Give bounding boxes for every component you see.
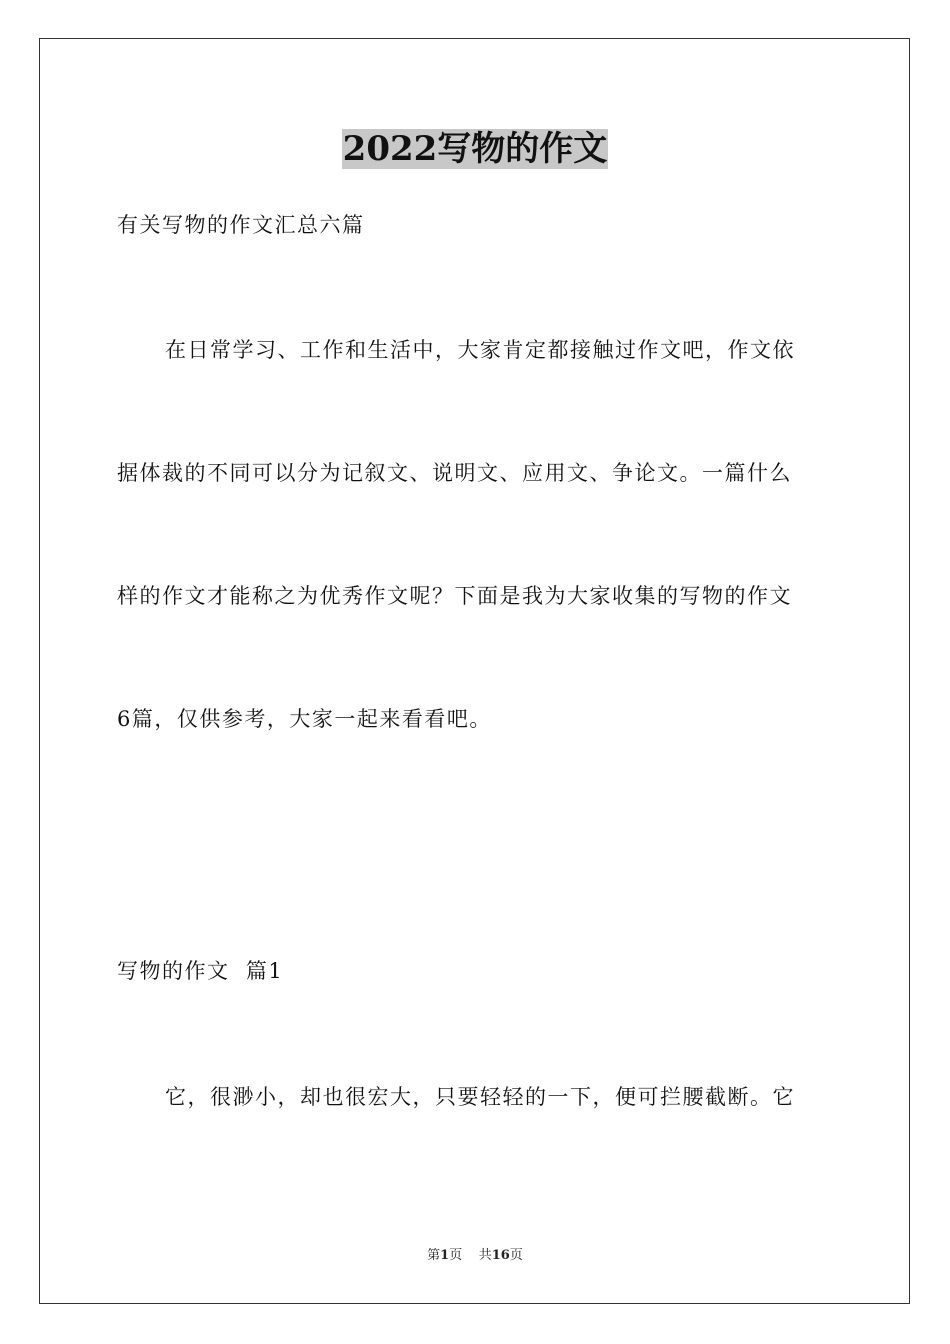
document-title — [0, 128, 950, 170]
footer-page-suffix: 页 — [449, 1248, 463, 1263]
document-title-text: 2022写物的作文 — [342, 129, 608, 169]
section-line-1: 它，很渺小，却也很宏大，只要轻轻的一下，便可拦腰截断。它 — [165, 1085, 795, 1109]
footer-page-prefix: 第 — [427, 1248, 441, 1263]
intro-line-2: 据体裁的不同可以分为记叙文、说明文、应用文、争论文。一篇什么 — [117, 461, 792, 485]
section-heading: 写物的作文 篇1 — [117, 959, 284, 983]
footer-total-prefix: 共 — [478, 1248, 492, 1263]
intro-line-1: 在日常学习、工作和生活中，大家肯定都接触过作文吧，作文依 — [165, 338, 795, 362]
footer-total-suffix: 页 — [509, 1248, 523, 1263]
footer-total-pages: 16 — [491, 1248, 510, 1263]
footer-page-number: 1 — [440, 1248, 450, 1263]
intro-line-3: 样的作文才能称之为优秀作文呢？下面是我为大家收集的写物的作文 — [117, 584, 792, 608]
page-footer — [0, 1247, 950, 1265]
intro-line-4: 6篇，仅供参考，大家一起来看看吧。 — [117, 707, 492, 731]
document-subtitle: 有关写物的作文汇总六篇 — [117, 213, 365, 237]
